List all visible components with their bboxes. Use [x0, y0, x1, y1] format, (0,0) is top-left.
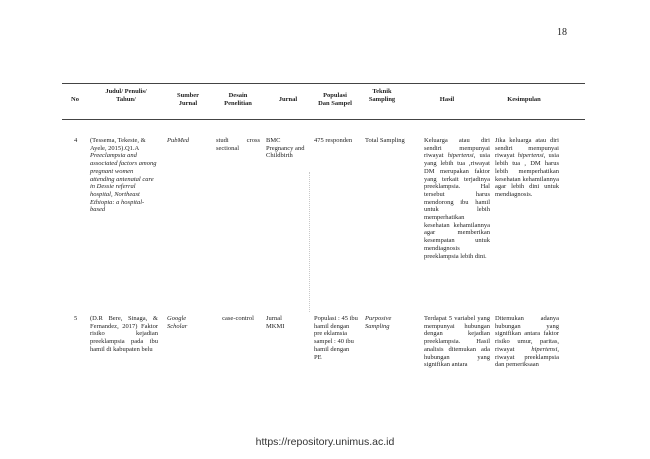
row-judul: (D.R Bere, Sinaga, & Fernandez, 2017) Faktor risiko kejadian preeklampsia pada ibu hamil di kabupaten belu [90, 315, 158, 353]
row-number: 5 [74, 315, 78, 322]
header-teknik: Teknik Sampling [368, 88, 396, 103]
page-number: 18 [557, 27, 567, 38]
table-header-rule [62, 119, 585, 120]
row-kesimpulan: Ditemukan adanya hubungan yang signifikan antara faktor risiko umur, paritas, riwayat hipertensi, riwayat preeklampsia dan pemeriksaan [495, 315, 559, 369]
column-divider [309, 172, 310, 312]
header-jurnal: Jurnal [278, 96, 298, 103]
row-desain: case-control [222, 315, 254, 322]
row-teknik: Total Sampling [365, 137, 405, 144]
header-sumber: Sumber Jurnal [176, 92, 200, 107]
row-judul: (Tessema, Tekeste, & Ayele, 2015).Q1.A Preeclampsia and associated factors among pregnant women attending antenatal care in Dessie referral hospital, Northeast Ethiopia: a hospital-based [90, 137, 157, 214]
header-hasil: Hasil [439, 96, 455, 103]
table-top-rule [62, 83, 585, 84]
row-hasil: Terdapat 5 variabel yang mempunyai hubungan dengan kejadian preeklampsia. Hasil analisis ditemukan ada hubungan yang signifikan antara [424, 315, 490, 369]
row-sumber: PubMed [167, 137, 190, 144]
row-number: 4 [74, 137, 78, 144]
header-judul: Judul/ Penulis/ Tahun/ [105, 88, 147, 103]
header-populasi: Populasi Dan Sampel [318, 92, 352, 107]
header-desain: Desain Penelitian [224, 92, 252, 107]
row-hasil: Keluarga atau diri sendiri mempunyai riwayat hipertensi, usia yang lebih tua ,riwayat DM merupakan faktor yang terkait terjadinya preeklampsia. Hal tersebut harus mendorong ibu hamil untuk lebih memperhatikan kesehatan kehamilannya agar memberikan kesempatan untuk mendiagnosis preeklampsia lebih dini. [424, 137, 490, 260]
row-populasi: 475 responden [314, 137, 353, 144]
footer-url: https://repository.unimus.ac.id [255, 436, 395, 448]
row-jurnal: Jurnal MKMI [266, 315, 285, 330]
row-populasi: Populasi : 45 ibu hamil dengan pre eklamsia sampel : 40 ibu hamil dengan PE [314, 315, 358, 361]
row-teknik: Purposive Sampling [365, 315, 392, 330]
row-kesimpulan: Jika keluarga atau diri sendiri mempunyai riwayat hipertensi, usia lebih tua , DM harus lebih memperhatikan kesehatan kehamilannya agar lebih dini untuk mendiagnosis. [495, 137, 559, 198]
header-no: No [71, 96, 79, 103]
row-desain: studi cross sectional [216, 137, 260, 152]
header-kesimpulan: Kesimpulan [507, 96, 541, 103]
row-jurnal: BMC Pregnancy and Childbirth [266, 137, 305, 160]
row-sumber: Google Scholar [167, 315, 188, 330]
